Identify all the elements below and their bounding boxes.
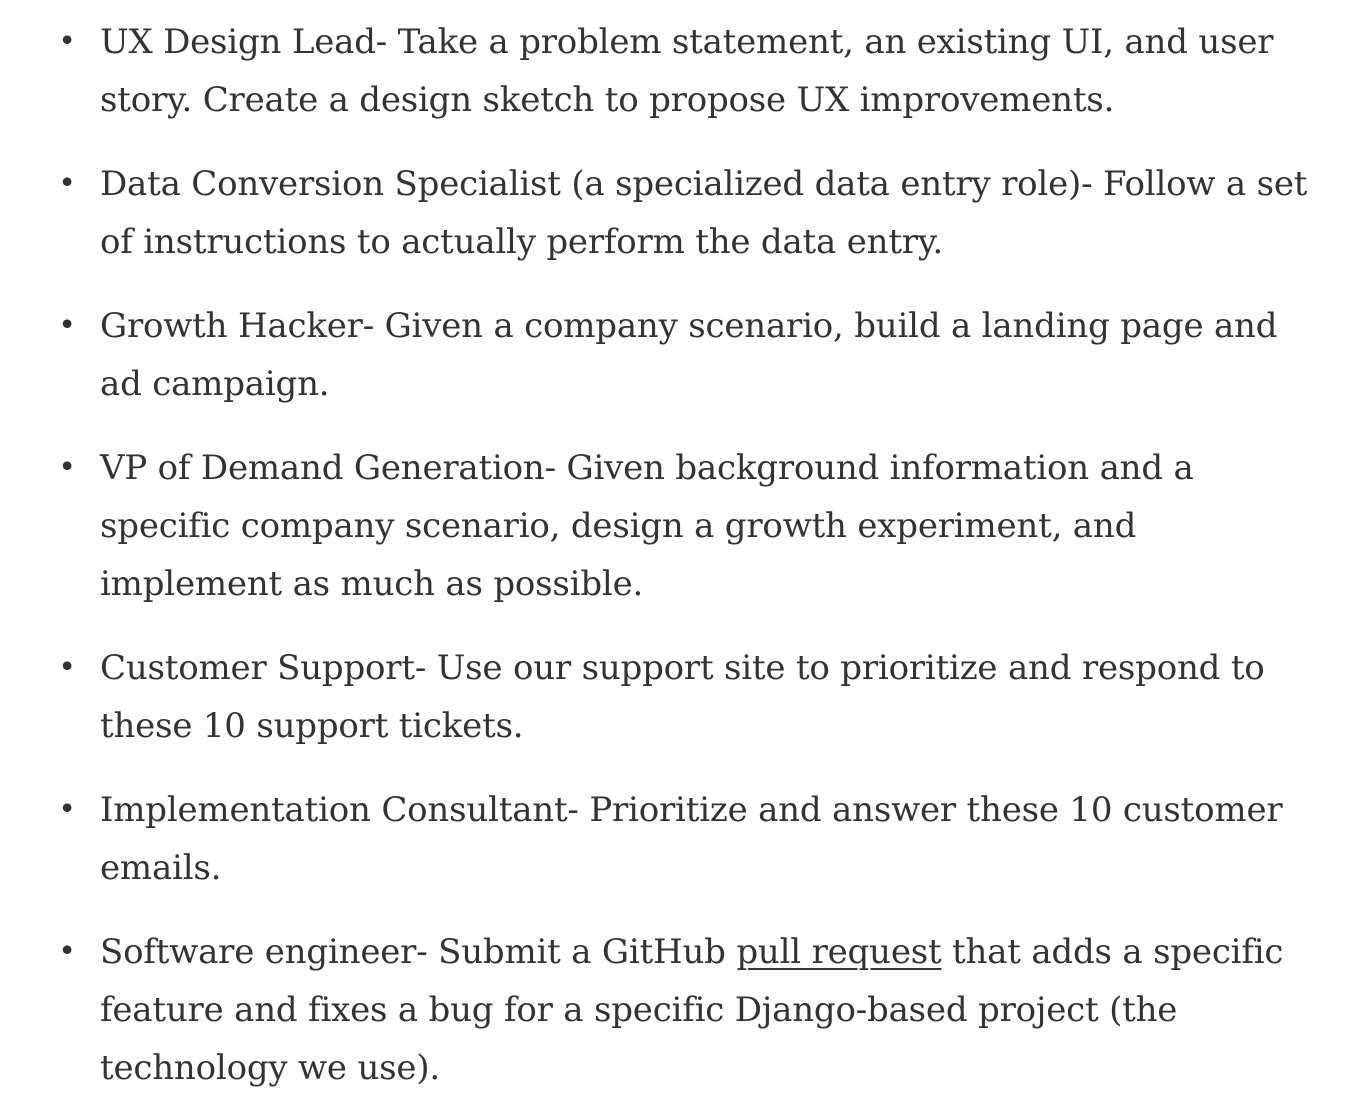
list-item-text bbox=[100, 923, 1318, 1097]
list-item-text: Growth Hacker- Given a company scenario, build a landing page and ad campaign. bbox=[100, 306, 1278, 404]
list-item-text: Customer Support- Use our support site to prioritize and respond to these 10 support tickets. bbox=[100, 648, 1265, 746]
list-item-implementation-consultant bbox=[0, 781, 1358, 897]
list-item-text: Data Conversion Specialist (a specialized data entry role)- Follow a set of instructions to actually perform the data entry. bbox=[100, 164, 1308, 262]
bullet-icon: • bbox=[58, 934, 76, 969]
list-item-text: VP of Demand Generation- Given background information and a specific company scenario, design a growth experiment, and implement as much as possible. bbox=[100, 448, 1194, 604]
list-item-growth-hacker bbox=[0, 297, 1358, 413]
bullet-icon: • bbox=[58, 792, 76, 827]
list-item-vp-demand-generation bbox=[0, 439, 1358, 613]
bullet-icon: • bbox=[58, 24, 76, 59]
text-before-link: Software engineer- Submit a GitHub bbox=[100, 932, 737, 972]
list-item-ux-design-lead bbox=[0, 13, 1358, 129]
list-item-data-conversion-specialist bbox=[0, 155, 1358, 271]
list-item-software-engineer bbox=[0, 923, 1358, 1097]
list-item-text: UX Design Lead- Take a problem statement, an existing UI, and user story. Create a design sketch to propose UX improvements. bbox=[100, 22, 1274, 120]
list-item-text: Implementation Consultant- Prioritize and answer these 10 customer emails. bbox=[100, 790, 1283, 888]
text-after-link: that adds a specific feature and fixes a bug for a specific Django-based project (the technology we use). bbox=[100, 932, 1284, 1088]
list-item-customer-support bbox=[0, 639, 1358, 755]
bullet-icon: • bbox=[58, 450, 76, 485]
bullet-icon: • bbox=[58, 650, 76, 685]
bullet-icon: • bbox=[58, 308, 76, 343]
pull-request-link[interactable]: pull request bbox=[736, 932, 942, 972]
bullet-icon: • bbox=[58, 166, 76, 201]
